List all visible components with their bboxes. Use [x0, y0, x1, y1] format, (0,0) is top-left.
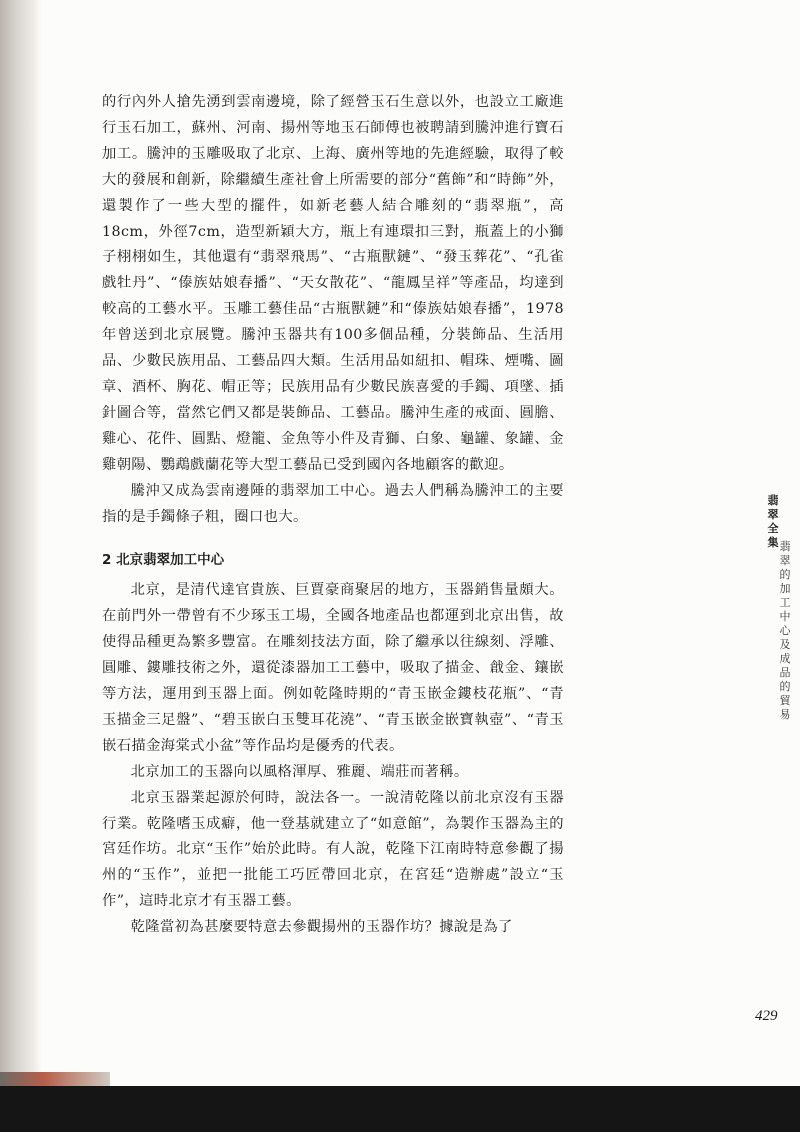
scan-bottom-border [0, 1086, 800, 1132]
paragraph: 乾隆當初為甚麼要特意去參觀揚州的玉器作坊？據說是為了 [130, 919, 513, 936]
vertical-char: 翠 [767, 508, 779, 521]
vertical-char: 品 [779, 666, 791, 679]
vertical-char: 中 [779, 610, 791, 623]
vertical-char: 易 [779, 708, 791, 721]
paragraph: 北京加工的玉器向以風格渾厚、雅麗、端莊而著稱。 [130, 763, 469, 780]
paragraph: 的行內外人搶先湧到雲南邊境，除了經營玉石生意以外，也設立工廠進行玉石加工，蘇州、河南、揚州等地玉石師傅也被聘請到騰沖進行寶石加工。騰沖的玉雕吸取了北京、上海、廣州等地的先進經驗，取得了較大的發展和創新，除繼續生產社會上所需要的部分“舊飾”和“時飾”外，還製作了一些大型的擺件，如新老藝人結合雕刻的“翡翠瓶”，高18cm，外徑7cm，造型新穎大方，瓶上有連環扣三對，瓶蓋上的小獅子栩栩如生，其他還有“翡翠飛馬”、“古瓶獸鏈”、“發玉葬花”、“孔雀戲牡丹”、“傣族姑娘春播”、“天女散花”、“龍鳳呈祥”等產品，均達到較高的工藝水平。玉雕工藝佳品“古瓶獸鏈”和“傣族姑娘春播”，1978年曾送到北京展覽。騰沖玉器共有100多個品種，分裝飾品、生活用品、少數民族用品、工藝品四大類。生活用品如紐扣、帽珠、煙嘴、圖章、酒杯、胸花、帽正等；民族用品有少數民族喜愛的手鐲、項墜、插針圖合等，當然它們又都是裝飾品、工藝品。騰沖生產的戒面、圓膽、雞心、花件、圓點、燈籠、金魚等小件及青獅、白象、龜罐、象罐、金雞朝陽、鸚鵡戲蘭花等大型工藝品已受到國內各地顧客的歡迎。 [102, 94, 564, 473]
vertical-char: 貿 [779, 694, 791, 707]
vertical-char: 翡 [779, 540, 791, 553]
vertical-char: 集 [767, 536, 779, 549]
book-spine-shadow [0, 0, 42, 1132]
book-spine-edge [0, 1072, 110, 1086]
vertical-char: 的 [779, 680, 791, 693]
vertical-char: 工 [779, 596, 791, 609]
running-header-chapter-title [778, 540, 792, 722]
body-text [102, 90, 564, 941]
vertical-char: 及 [779, 638, 791, 651]
section-heading: 2 北京翡翠加工中心 [102, 552, 225, 569]
paragraph: 北京，是清代達官貴族、巨賈豪商聚居的地方，玉器銷售量頗大。在前門外一帶曾有不少琢玉工場，全國各地產品也都運到北京出售，故使得品種更為繁多豐富。在雕刻技法方面，除了繼承以往線刻、浮雕、圓雕、鏤雕技術之外，還從漆器加工工藝中，吸取了描金、戧金、鑲嵌等方法，運用到玉器上面。例如乾隆時期的“青玉嵌金鏤枝花瓶”、“青玉描金三足盤”、“碧玉嵌白玉雙耳花澆”、“青玉嵌金嵌寶執壺”、“青玉嵌石描金海棠式小盆”等作品均是優秀的代表。 [102, 582, 564, 754]
vertical-char: 全 [767, 522, 779, 535]
vertical-char: 心 [779, 624, 791, 637]
vertical-char: 翠 [779, 554, 791, 567]
paragraph: 騰沖又成為雲南邊陲的翡翠加工中心。過去人們稱為騰沖工的主要指的是手鐲條子粗，圈口也大。 [102, 482, 564, 525]
page-number: 429 [755, 1008, 778, 1024]
paragraph: 北京玉器業起源於何時，說法各一。一說清乾隆以前北京沒有玉器行業。乾隆嗜玉成癖，他一登基就建立了“如意館”，為製作玉器為主的宮廷作坊。北京“玉作”始於此時。有人說，乾隆下江南時特意參觀了揚州的“玉作”，並把一批能工巧匠帶回北京，在宮廷“造辦處”設立“玉作”，這時北京才有玉器工藝。 [102, 789, 564, 910]
vertical-char: 翡 [767, 494, 779, 507]
vertical-char: 成 [779, 652, 791, 665]
vertical-char: 加 [779, 582, 791, 595]
vertical-char: 的 [779, 568, 791, 581]
